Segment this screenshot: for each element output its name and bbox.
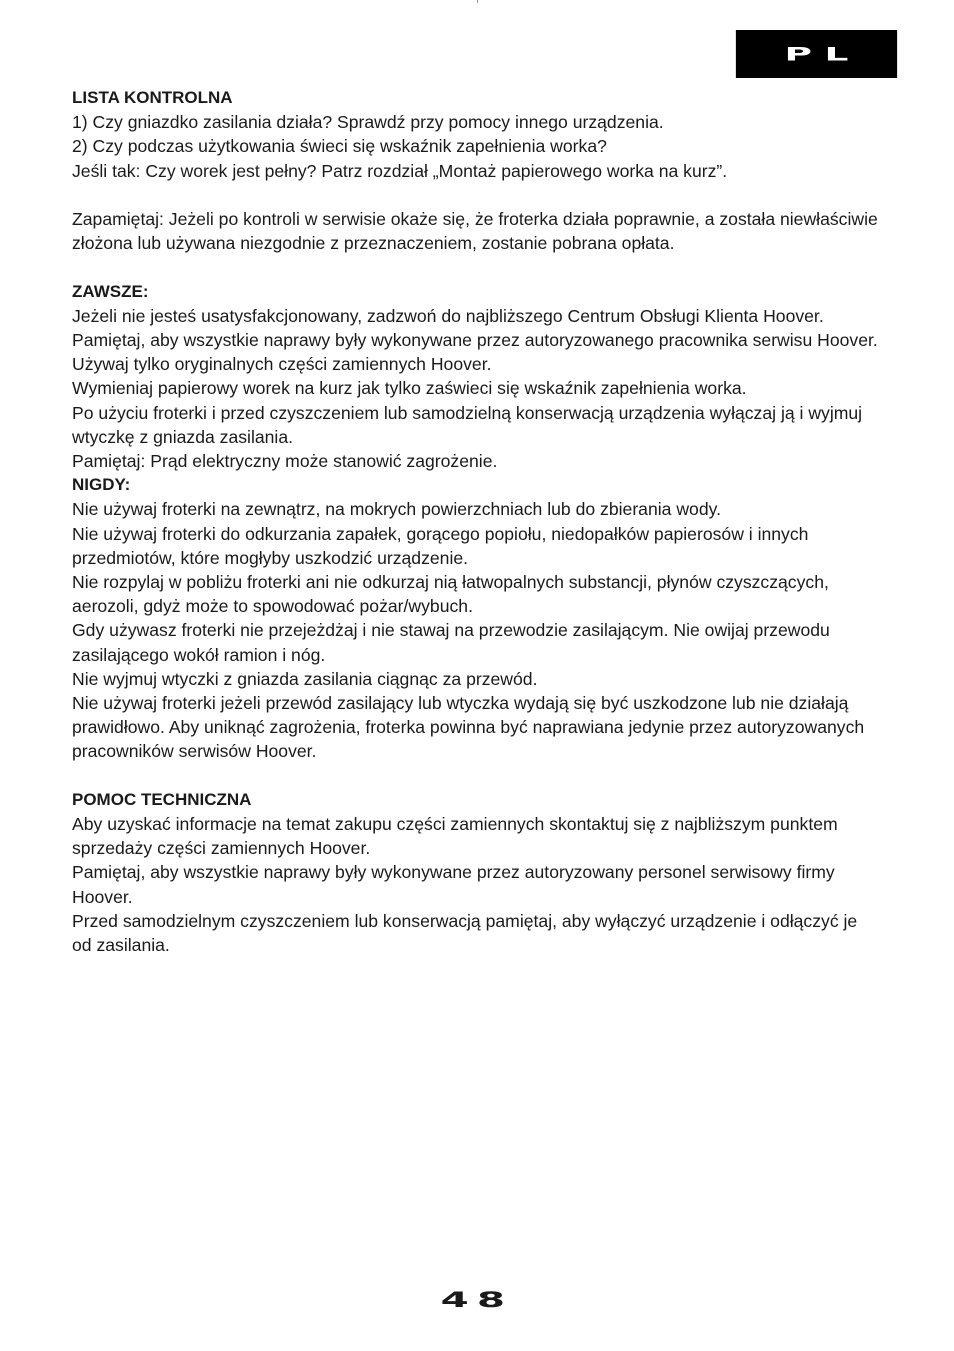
paragraph: Przed samodzielnym czyszczeniem lub konserwacją pamiętaj, aby wyłączyć urządzenie i odłączyć je od zasilania. xyxy=(72,910,858,956)
paragraph: Jeśli tak: Czy worek jest pełny? Patrz rozdział „Montaż papierowego worka na kurz”. xyxy=(72,160,728,181)
heading-lista-kontrolna: LISTA KONTROLNA xyxy=(72,88,233,107)
paragraph: 1) Czy gniazdko zasilania działa? Sprawdź przy pomocy innego urządzenia. xyxy=(72,112,664,133)
paragraph: Po użyciu froterki i przed czyszczeniem lub samodzielną konserwacją urządzenia wyłączaj ją i wyjmuj wtyczkę z gniazda zasilania. xyxy=(72,402,863,447)
heading-zawsze: ZAWSZE: xyxy=(72,281,149,301)
crop-mark xyxy=(477,0,478,3)
page-content xyxy=(72,86,878,957)
paragraph: Nie używaj froterki jeżeli przewód zasilający lub wtyczka wydają się być uszkodzone lub nie działają prawidłowo. Aby uniknąć zagrożenia, froterka powinna być naprawiana jedynie przez autoryzowanych pracowników serwisów Hoover. xyxy=(72,693,865,762)
paragraph: Aby uzyskać informacje na temat zakupu części zamiennych skontaktuj się z najbliższym punktem sprzedaży części zamiennych Hoover. xyxy=(72,814,838,859)
paragraph: Wymieniaj papierowy worek na kurz jak tylko zaświeci się wskaźnik zapełnienia worka. xyxy=(72,378,747,399)
paragraph: Nie rozpylaj w pobliżu froterki ani nie odkurzaj nią łatwopalnych substancji, płynów czyszczących, aerozoli, gdyż może to spowodować pożar/wybuch. xyxy=(72,572,829,617)
paragraph: Jeżeli nie jesteś usatysfakcjonowany, zadzwoń do najbliższego Centrum Obsługi Klienta Hoover. Pamiętaj, aby wszystkie naprawy były wykonywane przez autoryzowanego pracownika serwisu Hoover. xyxy=(72,305,878,350)
paragraph: Nie używaj froterki na zewnątrz, na mokrych powierzchniach lub do zbierania wody. xyxy=(72,499,721,520)
language-badge: PL xyxy=(736,30,897,78)
paragraph: Pamiętaj: Prąd elektryczny może stanowić zagrożenie. xyxy=(72,451,498,472)
paragraph-note: Zapamiętaj: Jeżeli po kontroli w serwisie okaże się, że froterka działa poprawnie, a została niewłaściwie złożona lub używana niezgodnie z przeznaczeniem, zostanie pobrana opłata. xyxy=(72,209,878,254)
heading-nigdy: NIGDY: xyxy=(72,475,131,495)
page-number: 48 xyxy=(440,1288,514,1313)
paragraph: Używaj tylko oryginalnych części zamiennych Hoover. xyxy=(72,354,492,375)
paragraph: Gdy używasz froterki nie przejeżdżaj i nie stawaj na przewodzie zasilającym. Nie owijaj przewodu zasilającego wokół ramion i nóg. xyxy=(72,620,830,665)
paragraph: 2) Czy podczas użytkowania świeci się wskaźnik zapełnienia worka? xyxy=(72,136,607,157)
paragraph: Nie używaj froterki do odkurzania zapałek, gorącego popiołu, niedopałków papierosów i innych przedmiotów, które mogłyby uszkodzić urządzenie. xyxy=(72,523,809,568)
paragraph: Pamiętaj, aby wszystkie naprawy były wykonywane przez autoryzowany personel serwisowy firmy Hoover. xyxy=(72,862,835,907)
paragraph: Nie wyjmuj wtyczki z gniazda zasilania ciągnąc za przewód. xyxy=(72,668,538,689)
heading-pomoc-techniczna: POMOC TECHNICZNA xyxy=(72,789,252,809)
